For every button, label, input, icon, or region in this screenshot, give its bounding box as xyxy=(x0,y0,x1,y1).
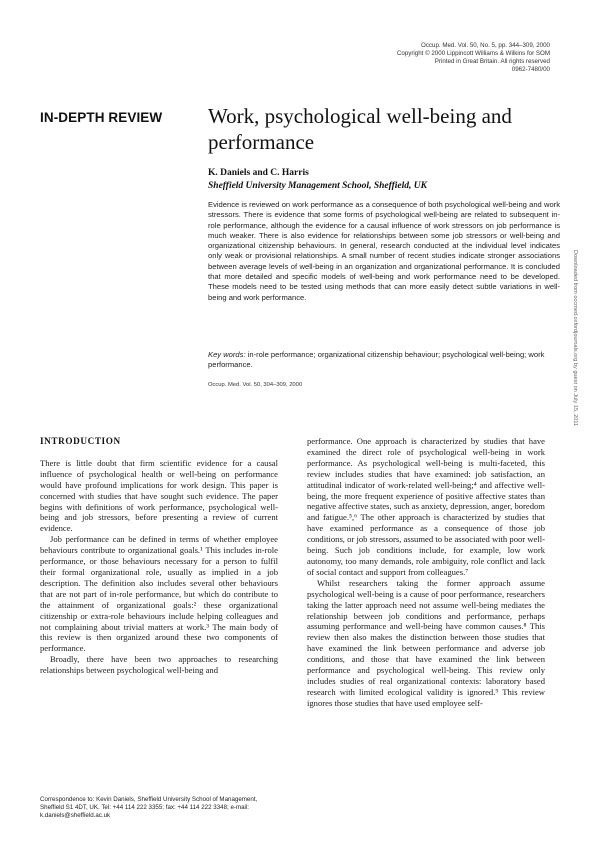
section-heading: INTRODUCTION xyxy=(40,436,121,446)
article-authors: K. Daniels and C. Harris xyxy=(208,168,309,178)
section-label: IN-DEPTH REVIEW xyxy=(40,110,163,125)
journal-meta xyxy=(380,42,550,74)
correspondence-footnote: Correspondence to: Kevin Daniels, Sheffield University School of Management, Sheffield S1 4DT, UK. Tel: +44 114 222 3355; fax: +44 114 222 3348; e-mail: k.daniels@sheffield.ac.uk xyxy=(40,796,258,819)
keywords-label: Key words: xyxy=(208,350,246,359)
body-paragraph: Broadly, there have been two approaches to researching relationships between psychological well-being and xyxy=(40,654,278,676)
abstract: Evidence is reviewed on work performance as a consequence of both psychological well-being and work stressors. There is evidence that some forms of psychological well-being are related to subsequent in-role performance, although the evidence for a causal influence of work stressors on job performance is much weaker. There is also evidence for relationships between some job stressors or well-being and organizational citizenship behaviours. In general, research conducted at the individual level indicates only weak or provisional relationships. A small number of recent studies indicate stronger associations between average levels of well-being in an organization and organizational performance. It is concluded that more detailed and specific models of well-being and work performance need to be developed. These models need to be tested using methods that can more easily detect subtle variations in well-being and work performance. xyxy=(208,200,560,302)
body-paragraph: Job performance can be defined in terms of whether employee behaviours contribute to organizational goals.¹ This includes in-role performance, or those behaviours necessary for a person to fulfil their formal organizational role, usually as implied in a job description. The definition also includes several other behaviours that are not part of in-role performance, but which do contribute to the attainment of organizational goals:² these organizational citizenship or extra-role behaviours include helping colleagues and not complaining about trivial matters at work.³ The main body of this review is then organized around these two components of performance. xyxy=(40,534,278,654)
download-sidebar-note: Downloaded from occmed.oxfordjournals.org by guest on July 15, 2011 xyxy=(572,250,578,427)
article-citation: Occup. Med. Vol. 50, 304–309, 2000 xyxy=(208,382,303,388)
journal-meta-line: 0962-7480/00 xyxy=(511,66,550,73)
journal-meta-line: Copyright © 2000 Lippincott Williams & Wilkins for SOM xyxy=(396,50,550,57)
journal-meta-line: Printed in Great Britain. All rights reserved xyxy=(434,58,550,65)
body-column-right xyxy=(307,436,545,709)
body-paragraph: Whilst researchers taking the former approach assume psychological well-being is a cause of poor performance, researchers taking the latter approach need not assume well-being mediates the relationship between job conditions and performance, perhaps assuming performance and well-being have common causes.⁸ This review then also makes the distinction between those studies that have examined the link between performance and adverse job conditions, and those that have examined the link between performance and psychological well-being. This review only includes studies of real organizational contexts: laboratory based research with limited ecological validity is ignored.⁹ This review ignores those studies that have used employee self- xyxy=(307,577,545,708)
article-title: Work, psychological well-being and performance xyxy=(208,104,512,154)
keywords-list: in-role performance; organizational citizenship behaviour; psychological well-being; work performance. xyxy=(208,350,545,370)
journal-meta-line: Occup. Med. Vol. 50, No. 5, pp. 344–309, 2000 xyxy=(421,42,550,49)
keywords xyxy=(208,350,560,371)
body-paragraph: There is little doubt that firm scientific evidence for a causal influence of psychological health or well-being on performance would have profound implications for work design. This paper is concerned with studies that have sought such evidence. The paper begins with definitions of work performance, psychological well-being and job stressors, before presenting a review of current evidence. xyxy=(40,457,278,534)
article-affiliation: Sheffield University Management School, Sheffield, UK xyxy=(208,181,427,191)
body-column-left xyxy=(40,436,278,676)
body-paragraph: performance. One approach is characterized by studies that have examined the direct role of psychological well-being in work performance. As psychological well-being is multi-faceted, this review includes studies that have examined: job satisfaction, an attitudinal indicator of work-related well-being;⁴ and affective well-being, the more frequent experience of positive affective states than negative affective states, such as anxiety, depression, anger, boredom and fatigue.⁵,⁶ The other approach is characterized by studies that have examined performance as a consequence of those job conditions, or job stressors, assumed to be associated with poor well-being. Such job conditions include, for example, low work autonomy, too many demands, role ambiguity, role conflict and lack of social contact and support from colleagues.⁷ xyxy=(307,436,545,577)
